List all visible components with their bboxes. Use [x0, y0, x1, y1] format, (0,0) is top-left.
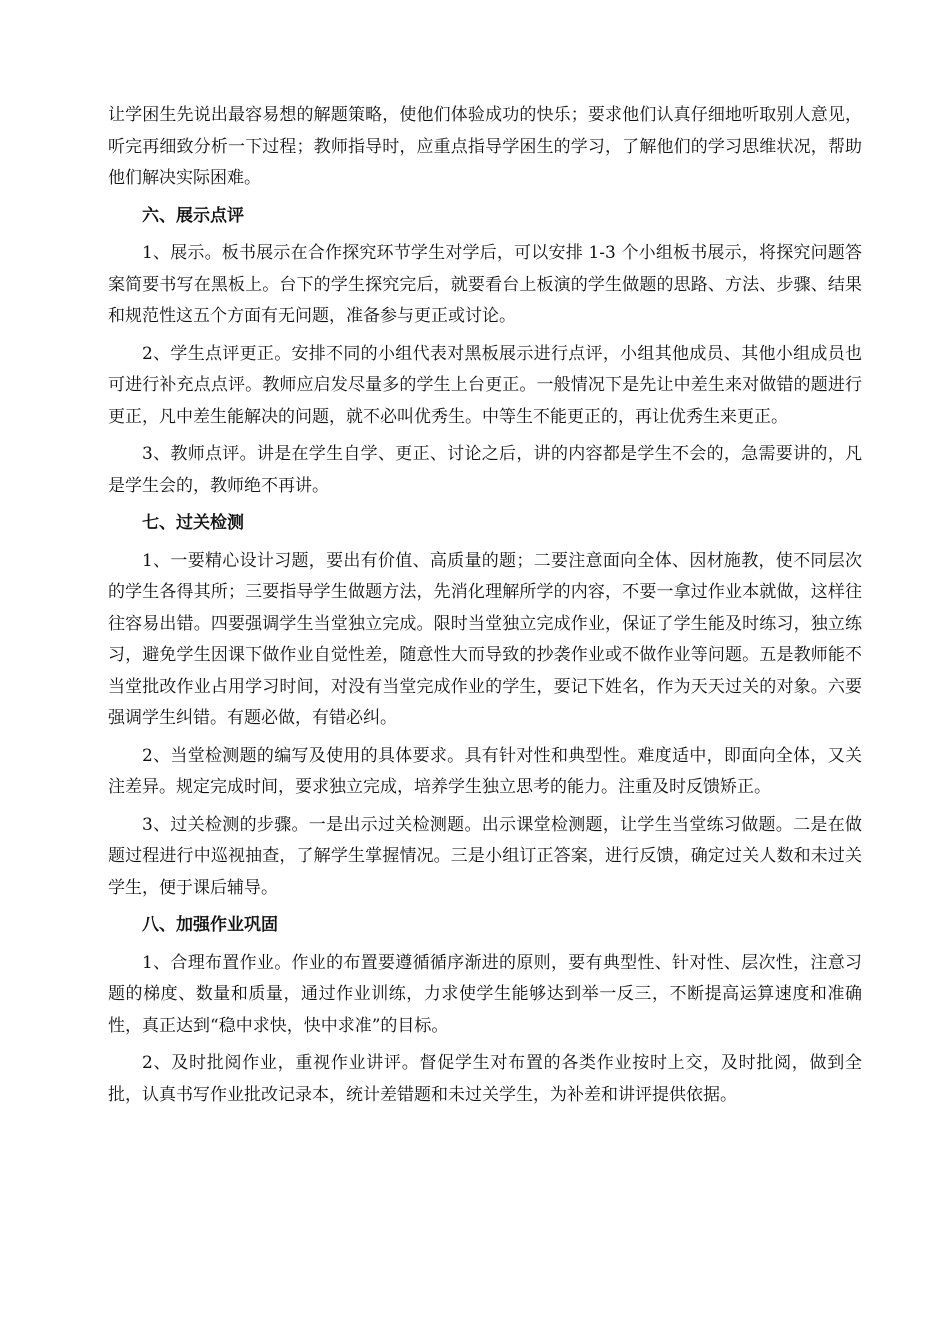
- paragraph-student-review: 2、学生点评更正。安排不同的小组代表对黑板展示进行点评，小组其他成员、其他小组成员也可进行补充点点评。教师应启发尽量多的学生上台更正。一般情况下是先让中差生来对做错的题进行更正，凡中差生能解决的问题，就不必叫优秀生。中等生不能更正的，再让优秀生来更正。: [108, 343, 862, 427]
- section-heading-homework: 八、加强作业巩固: [142, 915, 278, 935]
- paragraph-homework-assignment: 1、合理布置作业。作业的布置要遵循循序渐进的原则，要有典型性、针对性、层次性，注意习题的梯度、数量和质量，通过作业训练，力求使学生能够达到举一反三，不断提高运算速度和准确性，真正达到“稳中求快，快中求准”的目标。: [108, 952, 862, 1036]
- paragraph-homework-grading: 2、及时批阅作业，重视作业讲评。督促学生对布置的各类作业按时上交，及时批阅，做到全批，认真书写作业批改记录本，统计差错题和未过关学生，为补差和讲评提供依据。: [108, 1053, 862, 1105]
- paragraph-test-requirements: 2、当堂检测题的编写及使用的具体要求。具有针对性和典型性。难度适中，即面向全体，又关注差异。规定完成时间，要求独立完成，培养学生独立思考的能力。注重及时反馈矫正。: [108, 745, 862, 797]
- paragraph-display: 1、展示。板书展示在合作探究环节学生对学后，可以安排 1-3 个小组板书展示，将探究问题答案简要书写在黑板上。台下的学生探究完后，就要看台上板演的学生做题的思路、方法、步骤、结果和规范性这五个方面有无问题，准备参与更正或讨论。: [108, 243, 862, 326]
- section-heading-display-review: 六、展示点评: [142, 205, 244, 226]
- paragraph-test-steps: 3、过关检测的步骤。一是出示过关检测题。出示课堂检测题，让学生当堂练习做题。二是在做题过程进行中巡视抽查，了解学生掌握情况。三是小组订正答案，进行反馈，确定过关人数和未过关学生，便于课后辅导。: [108, 814, 862, 898]
- paragraph-exercise-design: 1、一要精心设计习题，要出有价值、高质量的题；二要注意面向全体、因材施教，使不同层次的学生各得其所；三要指导学生做题方法，先消化理解所学的内容，不要一拿过作业本就做，这样往往容易出错。四要强调学生当堂独立完成。限时当堂独立完成作业，保证了学生能及时练习，独立练习，避免学生因课下做作业自觉性差，随意性大而导致的抄袭作业或不做作业等问题。五是教师能不当堂批改作业占用学习时间，对没有当堂完成作业的学生，要记下姓名，作为天天过关的对象。六要强调学生纠错。有题必做，有错必纠。: [108, 550, 862, 728]
- paragraph-teacher-review: 3、教师点评。讲是在学生自学、更正、讨论之后，讲的内容都是学生不会的，急需要讲的，凡是学生会的，教师绝不再讲。: [108, 444, 862, 496]
- document-page: [108, 100, 862, 1117]
- intro-paragraph: 让学困生先说出最容易想的解题策略，使他们体验成功的快乐；要求他们认真仔细地听取别人意见，听完再细致分析一下过程；教师指导时，应重点指导学困生的学习，了解他们的学习思维状况，帮助他们解决实际困难。: [108, 105, 862, 188]
- section-heading-checkpoint-test: 七、过关检测: [142, 513, 244, 533]
